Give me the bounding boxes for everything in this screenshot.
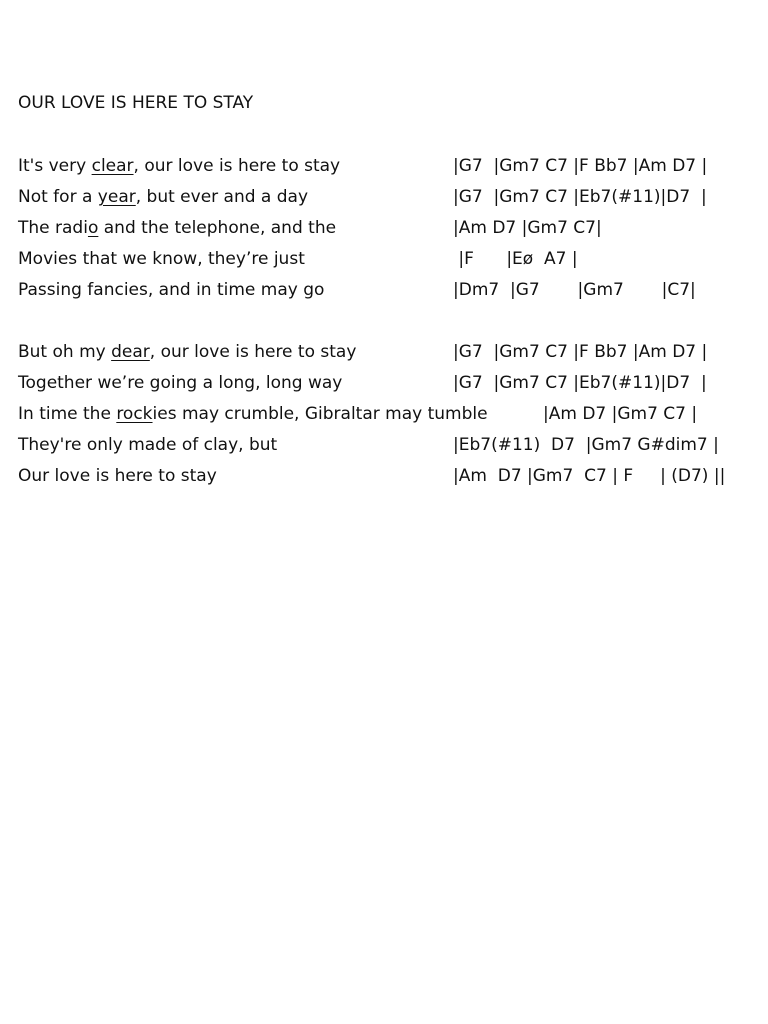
chord-line: |Am D7 |Gm7 C7| [453, 218, 602, 238]
underlined-word: clear [91, 156, 134, 176]
lyric-text: They're only made of clay, but [18, 435, 278, 455]
lyric-text: Movies that we know, they’re just [18, 249, 305, 269]
underlined-word: o [87, 218, 99, 238]
lyric-text: Passing fancies, and in time may go [18, 280, 325, 300]
chord-line: |F |Eø A7 | [453, 249, 578, 269]
lyric-line-4 [0, 248, 768, 270]
chord-line: |G7 |Gm7 C7 |Eb7(#11)|D7 | [453, 187, 707, 207]
lyric-line-9 [0, 434, 768, 456]
lyric-text: Our love is here to stay [18, 466, 217, 486]
chord-line: |Dm7 |G7 |Gm7 |C7| [453, 280, 696, 300]
lyric-text: Together we’re going a long, long way [18, 373, 343, 393]
lyric-text: The radio and the telephone, and the [18, 218, 337, 238]
lyric-text: It's very clear, our love is here to stay [18, 156, 341, 176]
lyric-line-5 [0, 279, 768, 301]
chord-line: |Am D7 |Gm7 C7 | [543, 404, 698, 424]
chord-line: |Am D7 |Gm7 C7 | F | (D7) || [453, 466, 726, 486]
lyric-text: But oh my dear, our love is here to stay [18, 342, 357, 362]
underlined-word: year [97, 187, 136, 207]
lyric-text: In time the rockies may crumble, Gibraltar may tumble [18, 404, 488, 424]
chord-line: |G7 |Gm7 C7 |F Bb7 |Am D7 | [453, 342, 708, 362]
lyric-line-8 [0, 403, 768, 425]
chord-line: |G7 |Gm7 C7 |F Bb7 |Am D7 | [453, 156, 708, 176]
lyric-line-10 [0, 465, 768, 487]
underlined-word: rock [116, 404, 153, 424]
lyric-line-6 [0, 341, 768, 363]
lyric-line-7 [0, 372, 768, 394]
lyric-text: Not for a year, but ever and a day [18, 187, 309, 207]
underlined-word: dear [111, 342, 150, 362]
song-title: OUR LOVE IS HERE TO STAY [18, 93, 254, 113]
lyric-line-3 [0, 217, 768, 239]
lyric-line-2 [0, 186, 768, 208]
chord-line: |G7 |Gm7 C7 |Eb7(#11)|D7 | [453, 373, 707, 393]
chord-line: |Eb7(#11) D7 |Gm7 G#dim7 | [453, 435, 719, 455]
lyric-line-1 [0, 155, 768, 177]
